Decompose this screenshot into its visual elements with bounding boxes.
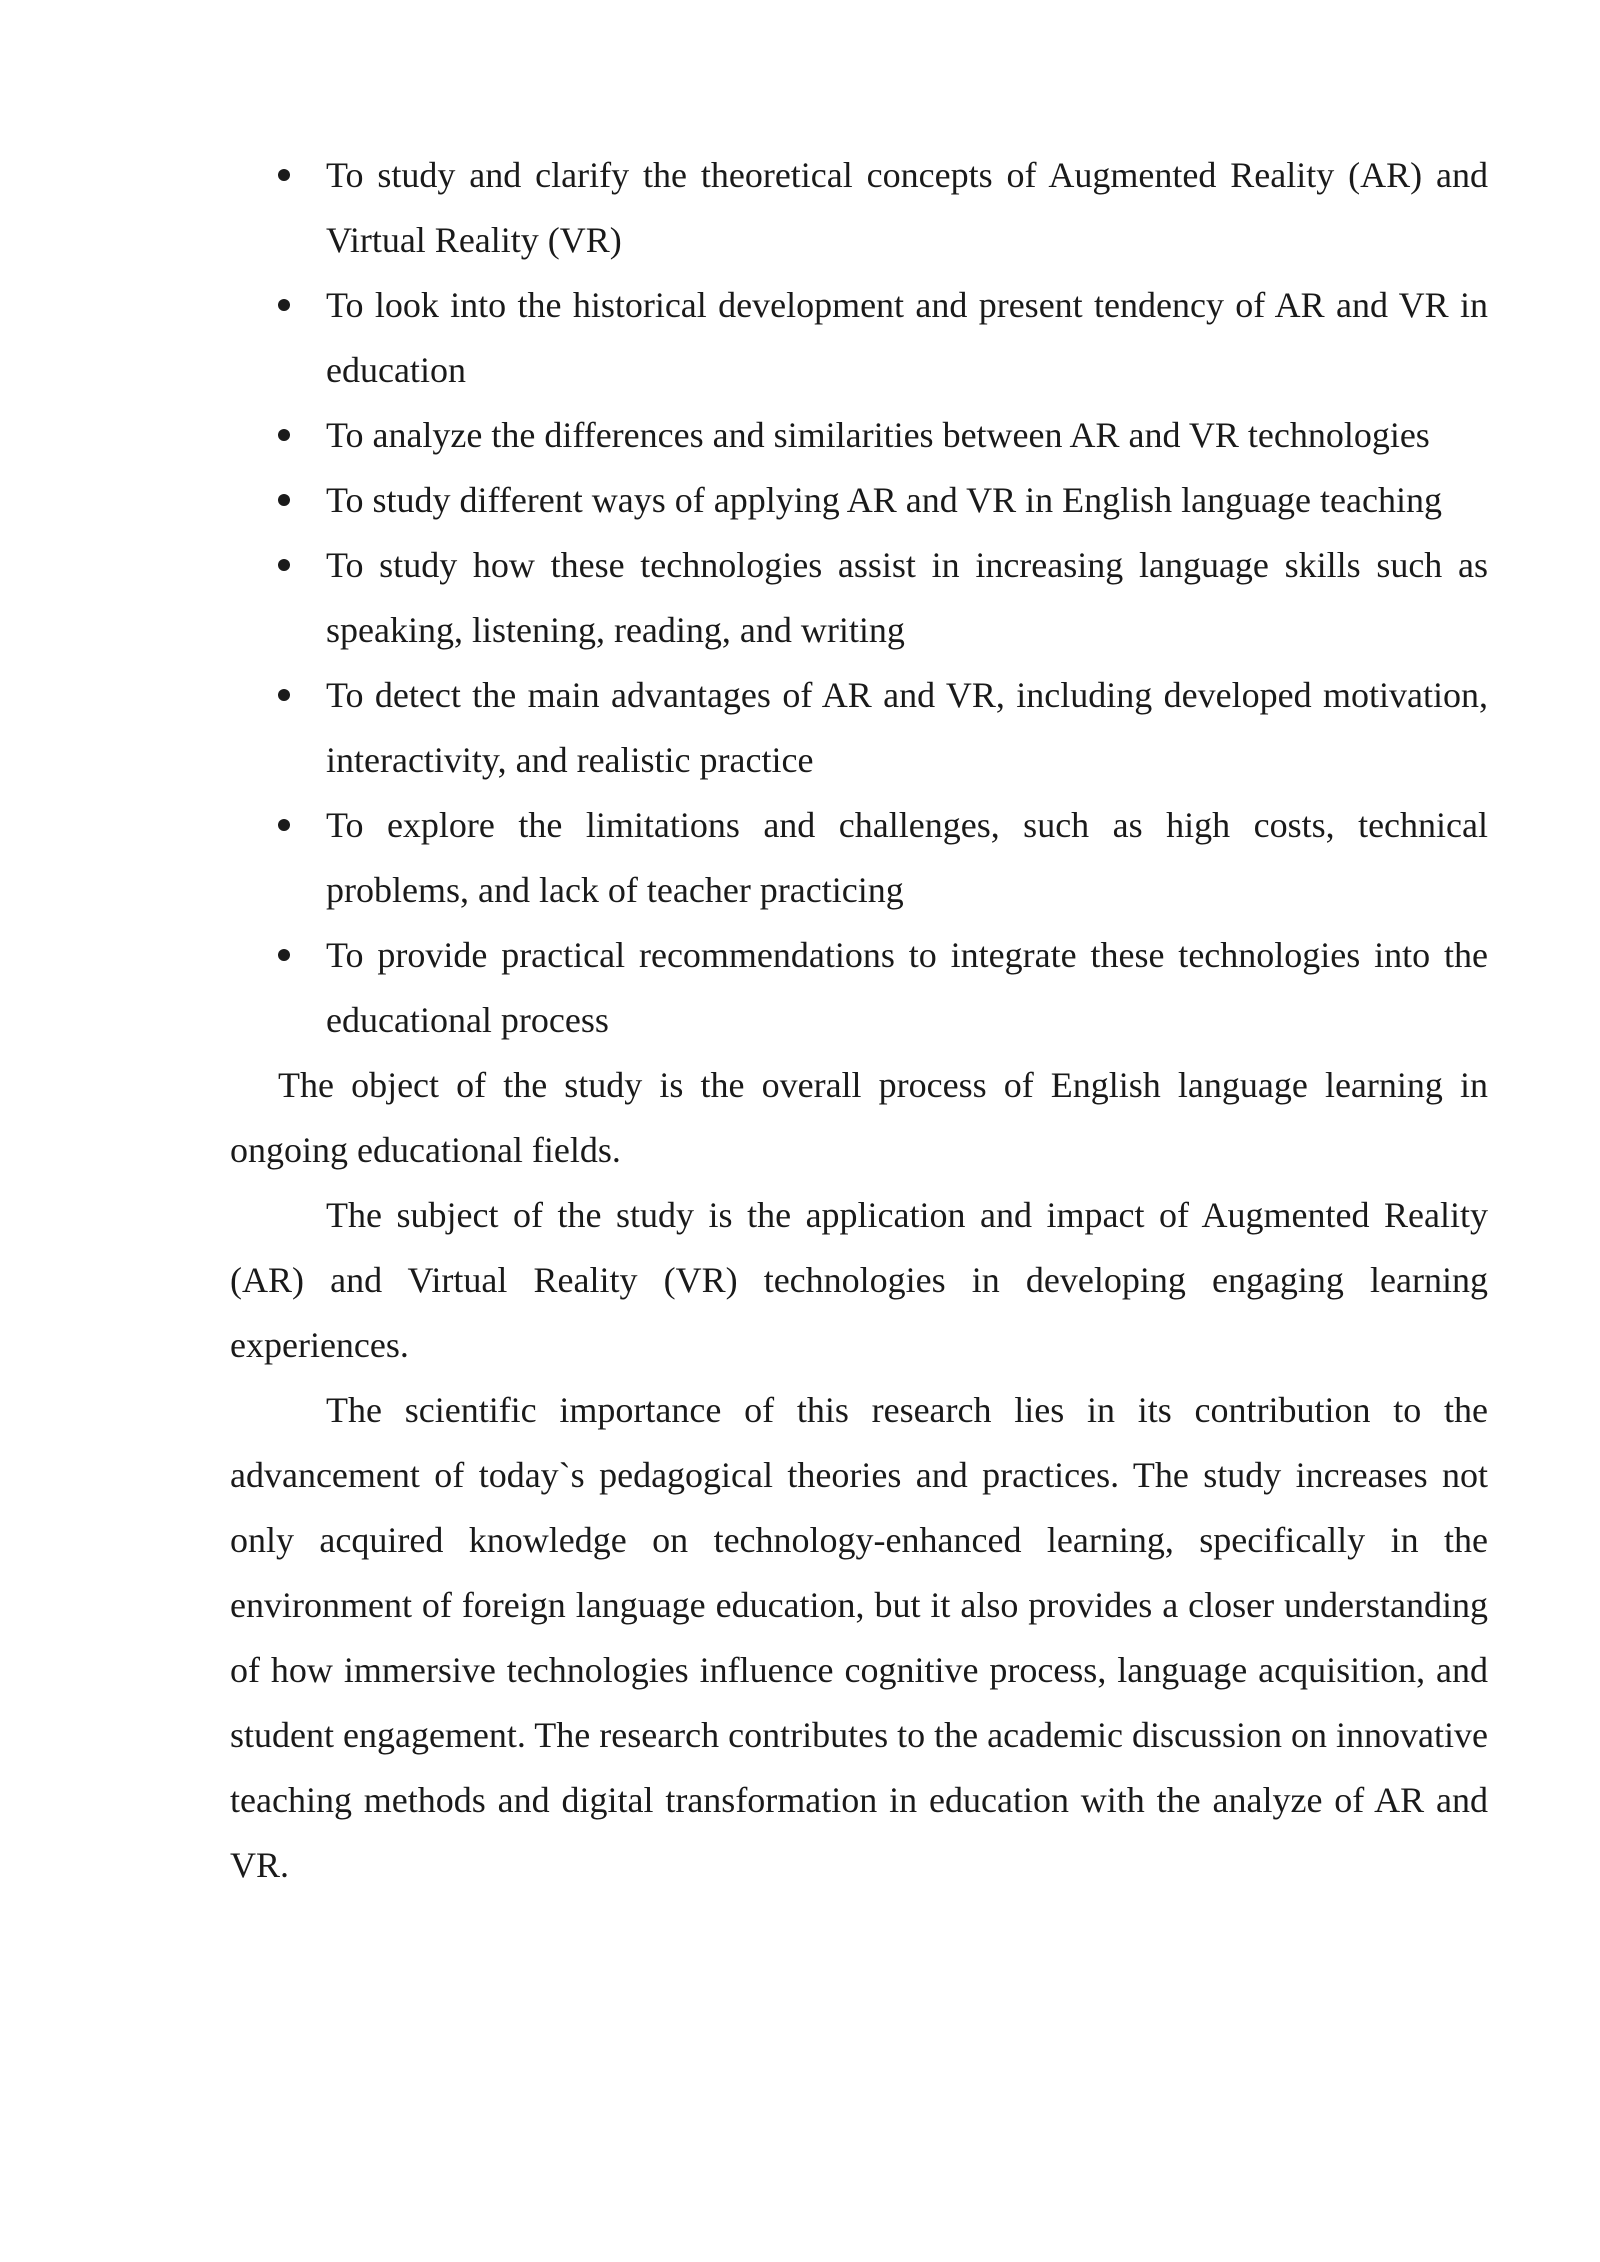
list-item-text: To look into the historical development and present tendency of AR and VR in education (326, 285, 1488, 390)
list-item (230, 143, 1488, 273)
list-item-text: To study and clarify the theoretical concepts of Augmented Reality (AR) and Virtual Reality (VR) (326, 155, 1488, 260)
subject-paragraph: The subject of the study is the application and impact of Augmented Reality (AR) and Virtual Reality (VR) technologies in developing engaging learning experiences. (230, 1195, 1488, 1365)
bullet-icon (278, 169, 290, 181)
bullet-icon (278, 429, 290, 441)
bullet-icon (278, 819, 290, 831)
list-item (230, 403, 1488, 468)
list-item (230, 533, 1488, 663)
list-item (230, 273, 1488, 403)
list-item-text: To study different ways of applying AR and VR in English language teaching (326, 480, 1442, 520)
page-content (230, 143, 1488, 1898)
list-item (230, 793, 1488, 923)
list-item-text: To explore the limitations and challenges, such as high costs, technical problems, and lack of teacher practicing (326, 805, 1488, 910)
list-item-text: To detect the main advantages of AR and VR, including developed motivation, interactivity, and realistic practice (326, 675, 1488, 780)
objectives-list (230, 143, 1488, 1053)
bullet-icon (278, 689, 290, 701)
list-item-text: To analyze the differences and similarities between AR and VR technologies (326, 415, 1430, 455)
importance-paragraph: The scientific importance of this research lies in its contribution to the advancement of today`s pedagogical theories and practices. The study increases not only acquired knowledge on technology-enhanced learning, specifically in the environment of foreign language education, but it also provides a closer understanding of how immersive technologies influence cognitive process, language acquisition, and student engagement. The research contributes to the academic discussion on innovative teaching methods and digital transformation in education with the analyze of AR and VR. (230, 1390, 1488, 1885)
bullet-icon (278, 494, 290, 506)
bullet-icon (278, 299, 290, 311)
list-item-text: To provide practical recommendations to integrate these technologies into the educational process (326, 935, 1488, 1040)
object-paragraph: The object of the study is the overall process of English language learning in ongoing educational fields. (230, 1065, 1488, 1170)
list-item-text: To study how these technologies assist in increasing language skills such as speaking, listening, reading, and writing (326, 545, 1488, 650)
list-item (230, 663, 1488, 793)
bullet-icon (278, 559, 290, 571)
bullet-icon (278, 949, 290, 961)
list-item (230, 923, 1488, 1053)
list-item (230, 468, 1488, 533)
